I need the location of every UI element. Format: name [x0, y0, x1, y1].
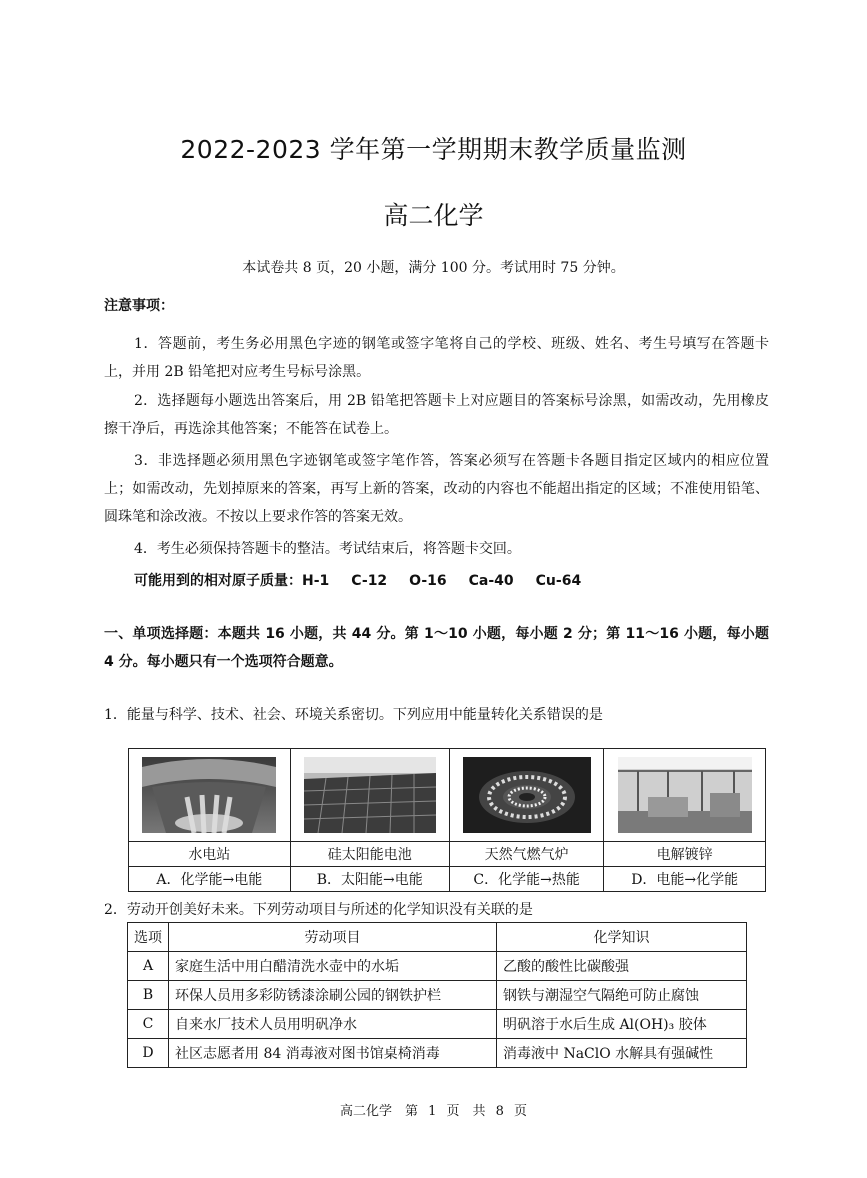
option-letter: D [128, 1039, 169, 1068]
solar-panel-photo [304, 757, 436, 833]
option-image-cell [604, 749, 766, 842]
labor-item: 环保人员用多彩防锈漆涂刷公园的钢铁护栏 [169, 981, 497, 1010]
note-item: 1．答题前，考生务必用黑色字迹的钢笔或签字笔将自己的学校、班级、姓名、考生号填写在答题卡上，并用 2B 铅笔把对应考生号标号涂黑。 [104, 336, 769, 380]
table-row [128, 952, 747, 981]
question-2-table [127, 922, 747, 1068]
exam-info: 本试卷共 8 页，20 小题，满分 100 分。考试用时 75 分钟。 [242, 260, 625, 276]
labor-item: 自来水厂技术人员用明矾净水 [169, 1010, 497, 1039]
option-caption: 水电站 [129, 842, 291, 867]
chemistry-knowledge: 明矾溶于水后生成 Al(OH)₃ 胶体 [497, 1010, 747, 1039]
question-2-stem: 2．劳动开创美好未来。下列劳动项目与所述的化学知识没有关联的是 [104, 902, 533, 918]
option-caption: 硅太阳能电池 [290, 842, 449, 867]
chemistry-knowledge: 乙酸的酸性比碳酸强 [497, 952, 747, 981]
atomic-masses [134, 570, 581, 590]
table-row [128, 981, 747, 1010]
option-image-cell [449, 749, 603, 842]
exam-title: 2022-2023 学年第一学期期末教学质量监测 [180, 135, 687, 164]
option-image-cell [290, 749, 449, 842]
question-1-options-table [128, 748, 766, 892]
chemistry-knowledge: 钢铁与潮湿空气隔绝可防止腐蚀 [497, 981, 747, 1010]
note-item: 2．选择题每小题选出答案后，用 2B 铅笔把答题卡上对应题目的答案标号涂黑，如需改动，先用橡皮擦干净后，再选涂其他答案；不能答在试卷上。 [104, 393, 769, 437]
column-header: 劳动项目 [169, 923, 497, 952]
option-answer: C．化学能→热能 [449, 867, 603, 892]
chemistry-knowledge: 消毒液中 NaClO 水解具有强碱性 [497, 1039, 747, 1068]
electroplating-line-photo [618, 757, 752, 833]
table-header-row [128, 923, 747, 952]
gas-stove-flame-photo [463, 757, 591, 833]
option-caption: 电解镀锌 [604, 842, 766, 867]
column-header: 选项 [128, 923, 169, 952]
option-image-cell [129, 749, 291, 842]
table-row [128, 1010, 747, 1039]
option-caption: 天然气燃气炉 [449, 842, 603, 867]
atomic-mass-item: Ca-40 [468, 573, 514, 589]
atomic-mass-item: O-16 [409, 573, 447, 589]
option-answer: D．电能→化学能 [604, 867, 766, 892]
column-header: 化学知识 [497, 923, 747, 952]
question-1-stem: 1．能量与科学、技术、社会、环境关系密切。下列应用中能量转化关系错误的是 [104, 707, 603, 723]
page-footer: 高二化学 第 1 页 共 8 页 [339, 1104, 528, 1119]
note-item: 4．考生必须保持答题卡的整洁。考试结束后，将答题卡交回。 [134, 541, 521, 557]
option-letter: C [128, 1010, 169, 1039]
option-letter: A [128, 952, 169, 981]
labor-item: 家庭生活中用白醋清洗水壶中的水垢 [169, 952, 497, 981]
option-answer: A．化学能→电能 [129, 867, 291, 892]
atomic-mass-item: Cu-64 [535, 573, 582, 589]
option-letter: B [128, 981, 169, 1010]
atomic-mass-item: C-12 [351, 573, 388, 589]
table-row [128, 1039, 747, 1068]
option-answer: B．太阳能→电能 [290, 867, 449, 892]
hydropower-dam-photo [142, 757, 276, 833]
atomic-mass-item: H-1 [302, 573, 330, 589]
notes-heading: 注意事项： [104, 298, 174, 314]
labor-item: 社区志愿者用 84 消毒液对图书馆桌椅消毒 [169, 1039, 497, 1068]
section-heading: 一、单项选择题：本题共 16 小题，共 44 分。第 1～10 小题，每小题 2 分；第 11～16 小题，每小题 4 分。每小题只有一个选项符合题意。 [104, 626, 769, 670]
note-item: 3．非选择题必须用黑色字迹钢笔或签字笔作答，答案必须写在答题卡各题目指定区域内的相应位置上；如需改动，先划掉原来的答案，再写上新的答案，改动的内容也不能超出指定的区域；不准使用铅笔、圆珠笔和涂改液。不按以上要求作答的答案无效。 [104, 453, 769, 525]
atomic-masses-label: 可能用到的相对原子质量： [134, 573, 302, 589]
subject-title: 高二化学 [383, 201, 484, 230]
